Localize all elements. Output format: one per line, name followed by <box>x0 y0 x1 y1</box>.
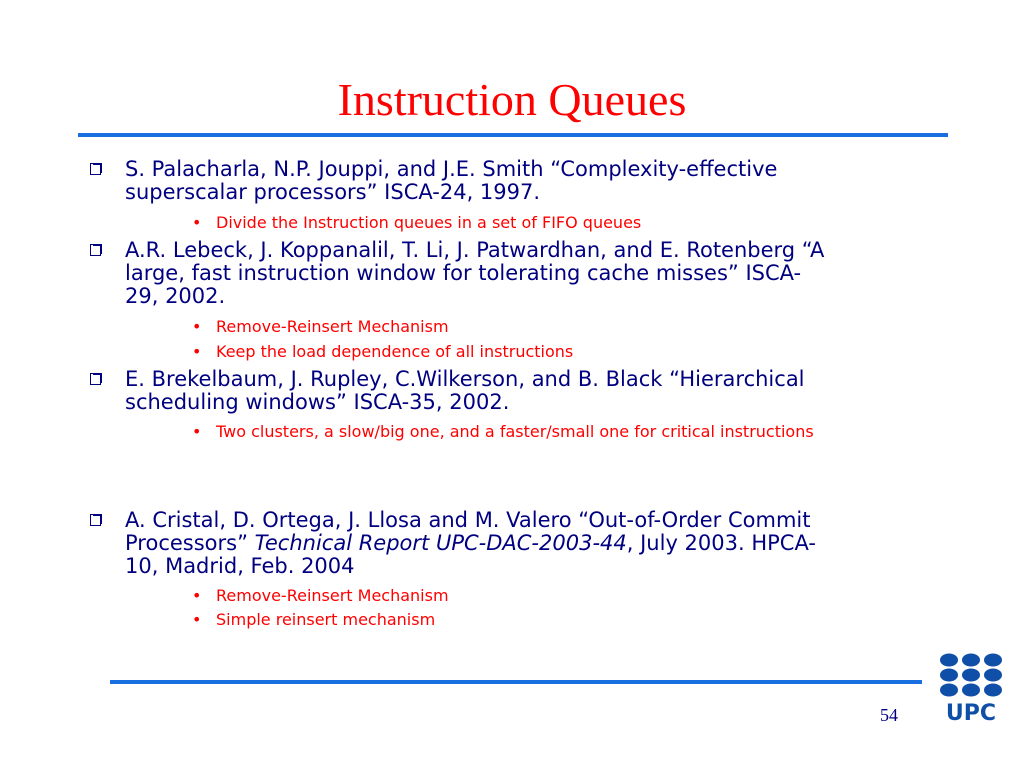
sub-bullet-text: Remove-Reinsert Mechanism <box>216 317 449 336</box>
reference-text: , July 2003. HPCA- <box>626 531 816 555</box>
reference-line: scheduling windows” ISCA-35, 2002. <box>125 390 510 414</box>
page-number: 54 <box>880 705 898 725</box>
sub-bullet-text: Two clusters, a slow/big one, and a faster/small one for critical instructions <box>216 422 814 441</box>
slide-title: Instruction Queues <box>337 74 687 125</box>
reference-text: Processors” <box>125 531 255 555</box>
sub-bullet-text: Keep the load dependence of all instructions <box>216 342 574 361</box>
reference-line: S. Palacharla, N.P. Jouppi, and J.E. Smith “Complexity-effective <box>125 157 778 181</box>
reference-line: 10, Madrid, Feb. 2004 <box>125 554 355 578</box>
reference-line: A.R. Lebeck, J. Koppanalil, T. Li, J. Patwardhan, and E. Rotenberg “A <box>125 238 825 262</box>
sub-bullet-text: Divide the Instruction queues in a set of FIFO queues <box>216 213 642 232</box>
sub-bullet-text: Remove-Reinsert Mechanism <box>216 586 449 605</box>
reference-bullet-1 <box>125 158 945 204</box>
reference-bullet-4 <box>125 509 945 578</box>
checkbox-bullet-icon <box>90 373 101 385</box>
dot-bullet-icon: • <box>192 342 202 361</box>
reference-line <box>125 532 945 555</box>
reference-line: large, fast instruction window for tolerating cache misses” ISCA- <box>125 261 802 285</box>
reference-line: A. Cristal, D. Ortega, J. Llosa and M. Valero “Out-of-Order Commit <box>125 508 811 532</box>
sub-bullet <box>192 422 946 442</box>
bottom-rule-divider <box>110 680 922 684</box>
dot-bullet-icon: • <box>192 213 202 232</box>
reference-bullet-3 <box>125 368 945 414</box>
upc-logo-graphic <box>938 652 1008 722</box>
sub-bullet <box>192 213 946 233</box>
sub-bullet <box>192 342 946 362</box>
reference-line: 29, 2002. <box>125 284 226 308</box>
dot-bullet-icon: • <box>192 317 202 336</box>
dot-bullet-icon: • <box>192 586 202 605</box>
upc-logo-icon <box>938 652 1008 722</box>
dot-bullet-icon: • <box>192 610 202 629</box>
report-title-italic: Technical Report UPC-DAC-2003-44 <box>254 531 627 555</box>
svg-text:UPC: UPC <box>945 701 997 722</box>
checkbox-bullet-icon <box>90 514 101 526</box>
checkbox-bullet-icon <box>90 163 101 175</box>
reference-line: E. Brekelbaum, J. Rupley, C.Wilkerson, and B. Black “Hierarchical <box>125 367 805 391</box>
sub-bullet <box>192 610 946 630</box>
sub-bullet-text: Simple reinsert mechanism <box>216 610 436 629</box>
reference-bullet-2 <box>125 239 945 308</box>
dot-bullet-icon: • <box>192 422 202 441</box>
checkbox-bullet-icon <box>90 244 101 256</box>
sub-bullet <box>192 317 946 337</box>
reference-line: superscalar processors” ISCA-24, 1997. <box>125 180 541 204</box>
sub-bullet <box>192 586 946 606</box>
